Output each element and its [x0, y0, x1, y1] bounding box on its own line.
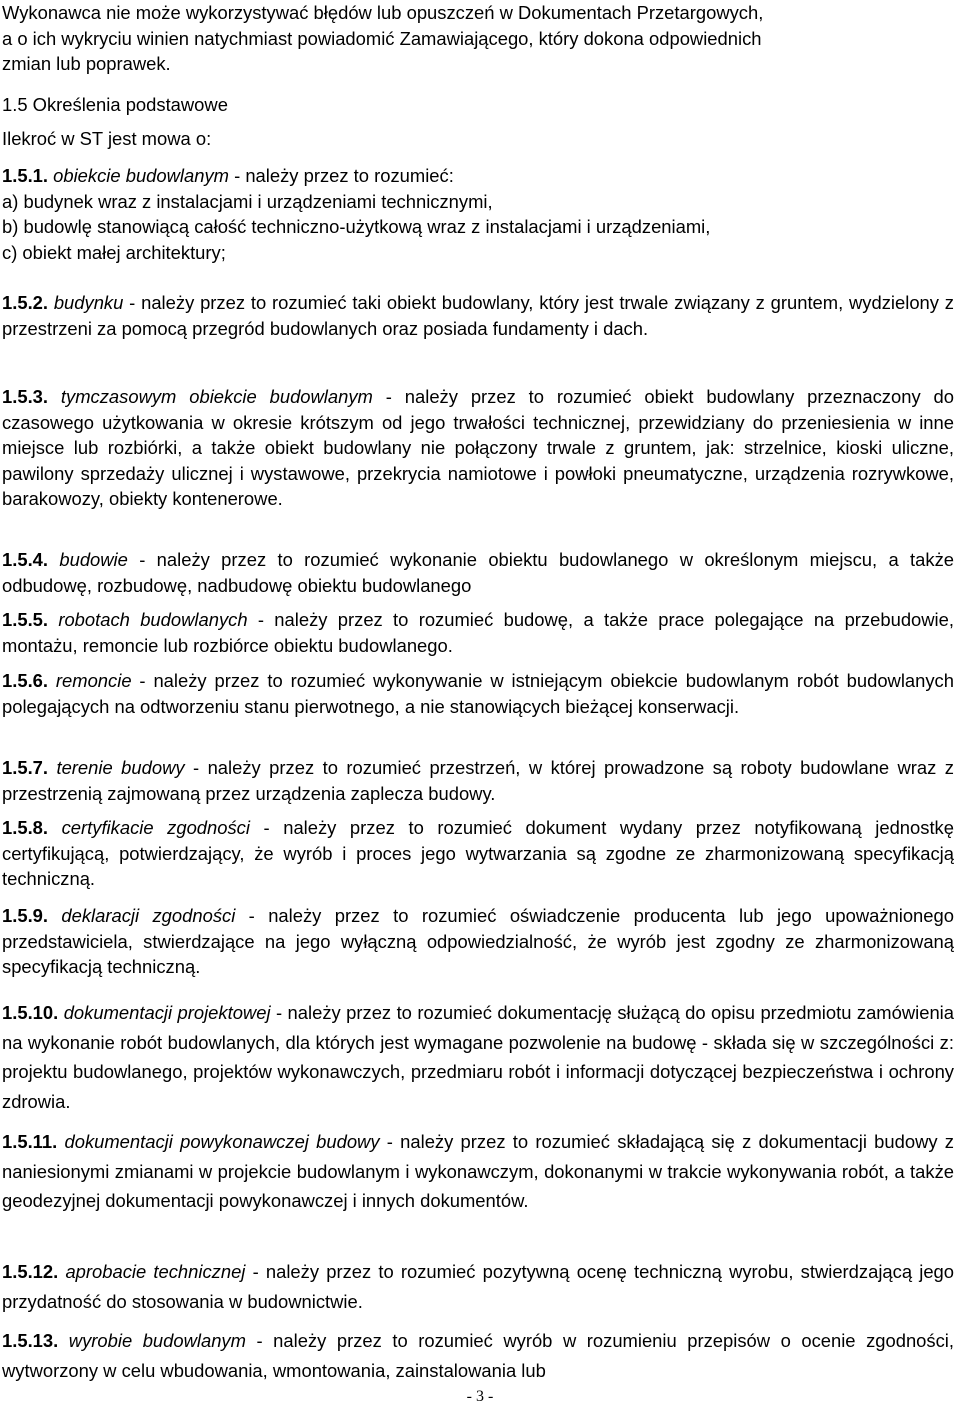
- definition-number: 1.5.1.: [2, 165, 49, 186]
- definition-number: 1.5.7.: [2, 757, 49, 778]
- section-lead-block: [2, 126, 954, 152]
- definition-number: 1.5.3.: [2, 386, 49, 407]
- definition-1-5-13: [2, 1326, 954, 1385]
- definition-term: wyrobie budowlanym: [68, 1330, 246, 1351]
- definition-text: - należy przez to rozumieć oświadczenie producenta lub jego upoważnionego przedstawiciela, stwierdzające na jego wyłączną odpowiedzialność, że wyrób jest zgodny ze zharmonizowaną specyfikacją techniczną.: [2, 905, 954, 977]
- definition-paragraph: [2, 815, 954, 892]
- definition-1-5-9: [2, 903, 954, 980]
- section-heading: 1.5 Określenia podstawowe: [2, 94, 228, 115]
- definition-text: - należy przez to rozumieć składającą się z dokumentacji budowy z naniesionymi zmianami w projekcie budowlanym i wykonawczym, dokonanymi w trakcie wykonywania robót, a także geodezyjnej dokumentacji powykonawczej i innych dokumentów.: [2, 1131, 954, 1211]
- definition-term: budowie: [59, 549, 128, 570]
- definition-1-5-1: [2, 163, 954, 265]
- definition-number: 1.5.2.: [2, 292, 49, 313]
- definition-paragraph: [2, 384, 954, 512]
- definition-text: - należy przez to rozumieć pozytywną ocenę techniczną wyrobu, stwierdzającą jego przydatność do stosowania w budownictwie.: [2, 1261, 955, 1312]
- definition-1-5-7: [2, 755, 954, 806]
- definition-1-5-4: [2, 547, 954, 598]
- page-number: - 3 -: [466, 1388, 494, 1405]
- definition-term: dokumentacji projektowej: [63, 1002, 271, 1023]
- definition-paragraph: [2, 755, 954, 806]
- definition-number: 1.5.4.: [2, 549, 49, 570]
- definition-1-5-5: [2, 607, 954, 658]
- definition-number: 1.5.5.: [2, 609, 49, 630]
- definition-text: - należy przez to rozumieć obiekt budowlany przeznaczony do czasowego użytkowania w okresie krótszym od jego trwałości technicznej, przewidziany do przeniesienia w inne miejsce lub rozbiórki, a także obiekt budowlany nie połączony trwale z gruntem, jak: strzelnice, kioski uliczne, pawilony sprzedaży ulicznej i wystawowe, przekrycia namiotowe i powłoki pneumatyczne, urządzenia rozrywkowe, barakowozy, obiekty kontenerowe.: [2, 386, 954, 509]
- definition-term: obiekcie budowlanym: [53, 165, 229, 186]
- definition-number: 1.5.12.: [2, 1261, 59, 1282]
- definition-term: robotach budowlanych: [58, 609, 248, 630]
- definition-term: deklaracji zgodności: [61, 905, 236, 926]
- definition-paragraph: [2, 290, 954, 341]
- definition-paragraph: [2, 1127, 954, 1216]
- definition-text: - należy przez to rozumieć przestrzeń, w której prowadzone są roboty budowlane wraz z przestrzenią zajmowaną przez urządzenia zaplecza budowy.: [2, 757, 954, 804]
- definition-term: terenie budowy: [56, 757, 185, 778]
- definition-number: 1.5.10.: [2, 1002, 59, 1023]
- definition-term: dokumentacji powykonawczej budowy: [64, 1131, 380, 1152]
- definition-number: 1.5.9.: [2, 905, 49, 926]
- definition-1-5-6: [2, 668, 954, 719]
- definition-number: 1.5.11.: [2, 1131, 58, 1152]
- definition-text: - należy przez to rozumieć dokumentację służącą do opisu przedmiotu zamówienia na wykonanie robót budowlanych, dla których jest wymagane pozwolenie na budowę - składa się w szczególności z: projektu budowlanego, projektów wykonawczych, przedmiaru robót i informacji dotyczącej bezpieczeństwa i ochrony zdrowia.: [2, 1002, 954, 1112]
- definition-paragraph: [2, 1257, 954, 1316]
- definition-text: - należy przez to rozumieć wykonanie obiektu budowlanego w określonym miejscu, a także odbudowę, rozbudowę, nadbudowę obiektu budowlanego: [2, 549, 954, 596]
- definition-paragraph: [2, 903, 954, 980]
- definition-text: - należy przez to rozumieć wyrób w rozumieniu przepisów o ocenie zgodności, wytworzony w celu wbudowania, wmontowania, zainstalowania lub: [2, 1330, 954, 1381]
- intro-line: zmian lub poprawek.: [2, 53, 171, 74]
- definition-term: certyfikacie zgodności: [61, 817, 250, 838]
- definition-item: b) budowlę stanowiącą całość techniczno-użytkową wraz z instalacjami i urządzeniami,: [2, 216, 711, 237]
- definition-number: 1.5.6.: [2, 670, 49, 691]
- intro-paragraph: [2, 0, 954, 77]
- definition-number: 1.5.13.: [2, 1330, 59, 1351]
- definition-paragraph: [2, 668, 954, 719]
- definition-1-5-2: [2, 290, 954, 341]
- definition-paragraph: [2, 998, 954, 1116]
- definition-1-5-12: [2, 1257, 954, 1316]
- definition-text: - należy przez to rozumieć dokument wydany przez notyfikowaną jednostkę certyfikującą, potwierdzający, że wyrób i proces jego wytwarzania są zgodne ze zharmonizowaną specyfikacją techniczną.: [2, 817, 954, 889]
- definition-line: [2, 163, 954, 189]
- definition-item: a) budynek wraz z instalacjami i urządzeniami technicznymi,: [2, 190, 493, 212]
- definition-1-5-10: [2, 998, 954, 1116]
- section-lead: Ilekroć w ST jest mowa o:: [2, 128, 212, 149]
- intro-line: a o ich wykryciu winien natychmiast powiadomić Zamawiającego, który dokona odpowiednich: [2, 27, 762, 49]
- definition-paragraph: [2, 547, 954, 598]
- definition-text: - należy przez to rozumieć:: [228, 165, 454, 186]
- intro-line: Wykonawca nie może wykorzystywać błędów lub opuszczeń w Dokumentach Przetargowych,: [2, 2, 764, 23]
- definition-term: remoncie: [55, 670, 132, 691]
- definition-1-5-11: [2, 1127, 954, 1216]
- definition-text: - należy przez to rozumieć wykonywanie w istniejącym obiekcie budowlanym robót budowlanych polegających na odtworzeniu stanu pierwotnego, a nie stanowiących bieżącej konserwacji.: [2, 670, 954, 717]
- definition-number: 1.5.8.: [2, 817, 49, 838]
- section-heading-block: [2, 92, 954, 118]
- definition-paragraph: [2, 607, 954, 658]
- definition-paragraph: [2, 1326, 954, 1385]
- definition-text: - należy przez to rozumieć budowę, a także prace polegające na przebudowie, montażu, remoncie lub rozbiórce obiektu budowlanego.: [2, 609, 954, 656]
- definition-term: tymczasowym obiekcie budowlanym: [60, 386, 373, 407]
- definition-1-5-8: [2, 815, 954, 892]
- definition-term: budynku: [53, 292, 124, 313]
- definition-text: - należy przez to rozumieć taki obiekt budowlany, który jest trwale związany z gruntem, wydzielony z przestrzeni za pomocą przegród budowlanych oraz posiada fundamenty i dach.: [2, 292, 954, 339]
- definition-term: aprobacie technicznej: [65, 1261, 246, 1282]
- definition-1-5-3: [2, 384, 954, 512]
- definition-item: c) obiekt małej architektury;: [2, 241, 226, 263]
